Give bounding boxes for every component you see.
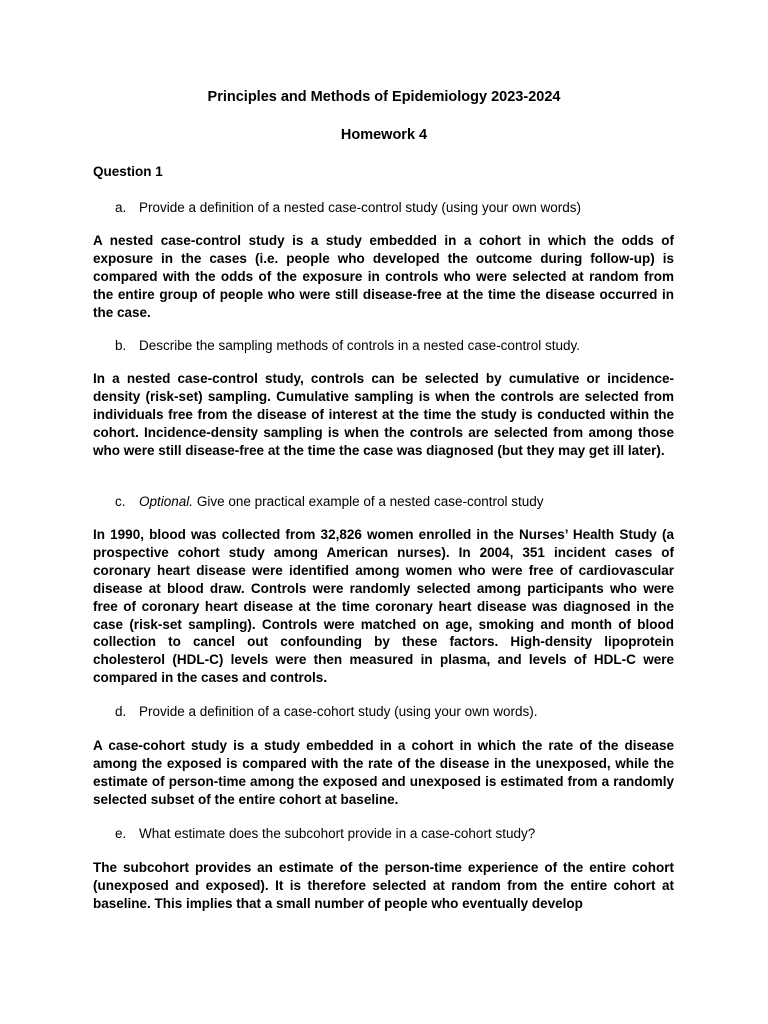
question-b-prompt: [115, 337, 675, 355]
question-d-prompt: [115, 703, 675, 721]
document-title: Principles and Methods of Epidemiology 2023-2024: [207, 89, 561, 105]
question-c-optional-label: Optional.: [139, 494, 194, 509]
question-a-prompt: [115, 199, 675, 217]
question-e-letter: e.: [115, 826, 127, 841]
question-e-text: What estimate does the subcohort provide in a case-cohort study?: [139, 826, 536, 841]
question-c-letter: c.: [115, 494, 126, 509]
answer-d: A case-cohort study is a study embedded in a cohort in which the rate of the disease among the exposed is compared with the rate of the disease in the unexposed, while the estimate of person-time among the exposed and unexposed is estimated from a randomly selected subset of the entire cohort at baseline.: [93, 738, 674, 807]
answer-e: The subcohort provides an estimate of the person-time experience of the entire cohort (unexposed and exposed). It is therefore selected at random from the entire cohort at baseline. This implies that a small number of people who eventually develop: [93, 860, 674, 911]
question-c-prompt: [115, 493, 675, 511]
question-d-text: Provide a definition of a case-cohort study (using your own words).: [139, 704, 538, 719]
homework-number: Homework 4: [340, 127, 428, 143]
answer-c: In 1990, blood was collected from 32,826 women enrolled in the Nurses’ Health Study (a prospective cohort study among American nurses). In 2004, 351 incident cases of coronary heart disease were identified among women who were free of cardiovascular disease at blood draw. Controls were randomly selected among participants who were free of coronary heart disease at the time coronary heart disease was diagnosed in the case (risk-set sampling). Controls were matched on age, smoking and month of blood collection to cancel out confounding by these factors. High-density lipoprotein cholesterol (HDL-C) levels were then measured in plasma, and levels of HDL-C were compared in the cases and controls.: [93, 527, 674, 686]
question-c-text: Give one practical example of a nested case-control study: [196, 494, 544, 509]
question-b-text: Describe the sampling methods of controls in a nested case-control study.: [139, 338, 580, 353]
question-heading: Question 1: [93, 164, 163, 179]
question-a-text: Provide a definition of a nested case-control study (using your own words): [139, 200, 581, 215]
answer-a: A nested case-control study is a study embedded in a cohort in which the odds of exposure in the cases (i.e. people who developed the outcome during follow-up) is compared with the odds of the exposure in controls who were selected at random from the entire group of people who were still disease-free at the time the disease occurred in the case.: [93, 233, 674, 320]
question-b-letter: b.: [115, 338, 127, 353]
answer-b: In a nested case-control study, controls can be selected by cumulative or incidence-density (risk-set) sampling. Cumulative sampling is when the controls are selected from individuals free from the disease of interest at the time the study is conducted within the cohort. Incidence-density sampling is when the controls are selected from among those who were still disease-free at the time the case was diagnosed (but they may get ill later).: [93, 371, 674, 458]
question-a-letter: a.: [115, 200, 127, 215]
question-d-letter: d.: [115, 704, 127, 719]
question-e-prompt: [115, 825, 675, 843]
